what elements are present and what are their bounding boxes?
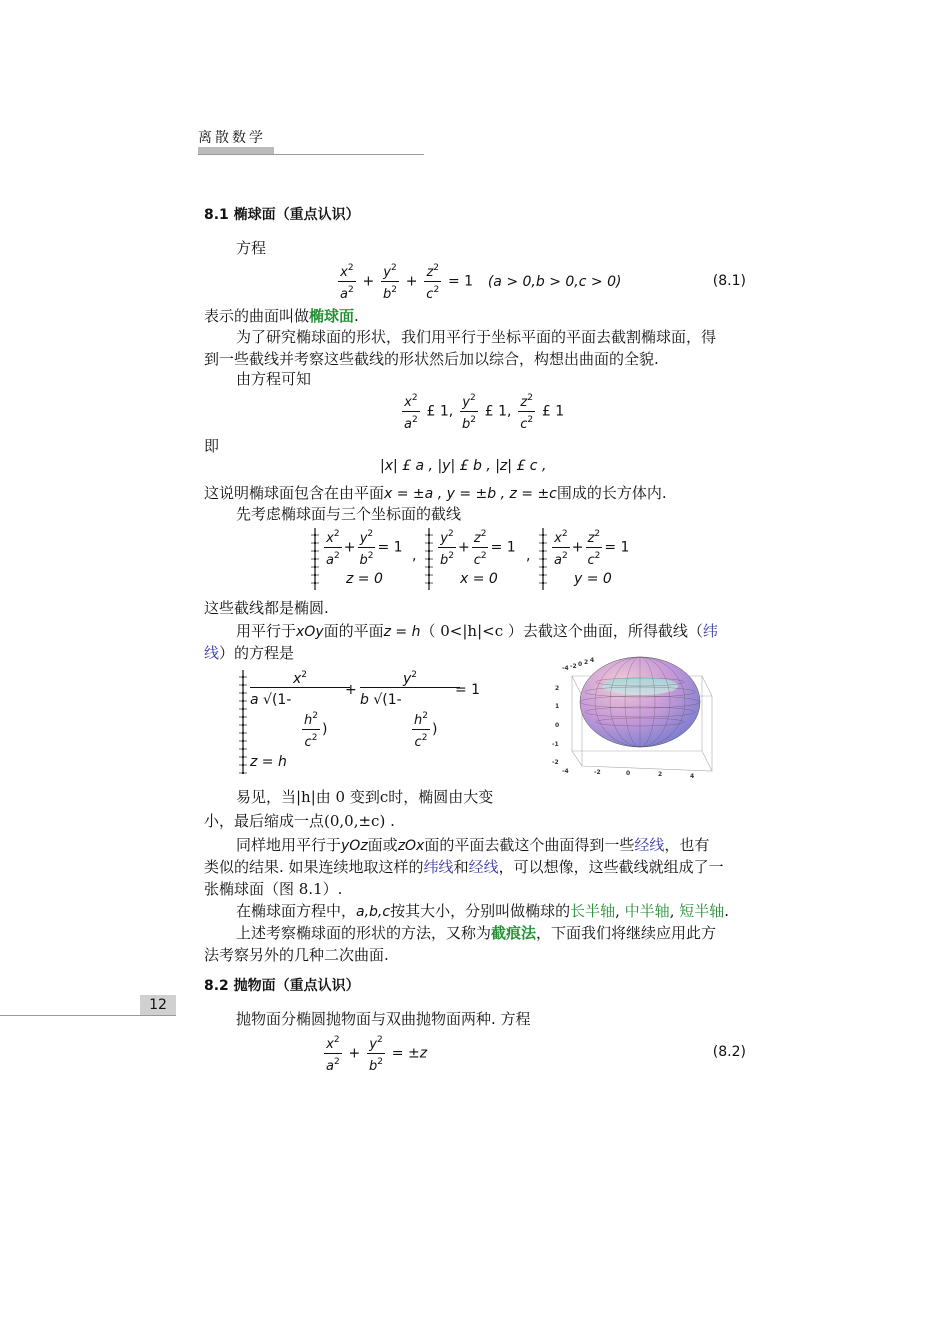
tick-label: 0	[626, 770, 631, 777]
text: ，可以想像，这些截线就组成了一	[498, 858, 724, 876]
paragraph-line: 法考察另外的几种二次曲面.	[204, 946, 389, 964]
tick-label: -2	[570, 663, 577, 670]
eq81-conditions: (a > 0,b > 0,c > 0)	[487, 273, 622, 290]
paragraph-line: 张椭球面（图 8.1）.	[204, 880, 343, 898]
paragraph: 方程	[236, 239, 267, 257]
eq82-rhs: = ±z	[391, 1045, 428, 1062]
text: 和	[453, 858, 469, 876]
paragraph-line: 由方程可知	[236, 370, 312, 388]
page-number: 12	[140, 995, 176, 1015]
system-3: $\frac{x^2}{a^2}$ + $\frac{z^2}{c^2}$ = 1 y = 0	[550, 526, 629, 587]
ellipsoid-plot	[552, 656, 724, 780]
paragraph-line	[236, 834, 709, 857]
text: （ 0<|h|<c ）去截这个曲面，所得截线（	[420, 622, 703, 640]
ellipsoid-figure	[552, 656, 724, 780]
text: 围成的长方体内.	[556, 484, 667, 502]
paragraph: 先考虑椭球面与三个坐标面的截线	[236, 505, 462, 523]
tick-label: 0	[555, 722, 560, 729]
text: ，也有	[664, 836, 710, 854]
brace	[428, 528, 434, 590]
text: .	[354, 307, 359, 325]
term-weixian: 纬	[702, 622, 718, 640]
tick-label: 0	[578, 661, 583, 668]
tick-label: 2	[658, 771, 663, 778]
text: 面的平面	[323, 622, 384, 640]
brace	[242, 670, 248, 774]
text: 面或	[367, 836, 398, 854]
text: ）的方程是	[219, 644, 295, 662]
fraction-x: $x^2$ a √(1-	[250, 670, 350, 708]
tick-label: -2	[552, 759, 559, 766]
math-abc: a,b,c	[356, 904, 391, 920]
term-trace-method: 截痕法	[491, 924, 537, 942]
text: 表示的曲面叫做	[204, 307, 310, 325]
tick-label: -4	[562, 768, 569, 775]
paragraph-line	[204, 642, 294, 664]
math-xoy: xOy	[296, 624, 324, 640]
system-2: $\frac{y^2}{b^2}$ + $\frac{z^2}{c^2}$ = 1 x = 0	[436, 526, 516, 587]
text: 同样地用平行于	[236, 836, 342, 854]
math-yoz: yOz	[341, 838, 368, 854]
equation-number: (8.2)	[712, 1044, 746, 1060]
tick-label: 4	[690, 773, 695, 780]
latitude-curve-equation: $x^2$ a √(1- + $y^2$ b √(1- = 1 $\frac{h^2}{c^2}$ ) $\frac{h^2}{c^2}$ ) z = h	[240, 668, 500, 778]
page-number-rule	[0, 1015, 176, 1016]
paragraph-line: 易见，当|h|由 0 变到c时，椭圆由大变	[236, 788, 494, 806]
h-fraction: $\frac{h^2}{c^2}$ )	[410, 708, 437, 751]
section-heading-8-2: 8.2 抛物面（重点认识）	[204, 978, 360, 994]
header-rule	[198, 154, 424, 155]
term-jingxian: 经线	[468, 858, 499, 876]
term-weixian: 纬线	[423, 858, 454, 876]
coordinate-plane-sections: $\frac{x^2}{a^2}$ + $\frac{y^2}{b^2}$ = 1 z = 0 , $\frac{y^2}{b^2}$ + $\frac{z^2}{c^2}$ = 1 x = 0 , $\frac{x^2}{a^2}$ + $\frac{z^2}{c^2}$ = 1 y = 0	[312, 526, 732, 592]
brace	[314, 528, 320, 590]
tick-label: -2	[594, 769, 601, 776]
paragraph-line: 在椭球面方程中，a,b,c按其大小，分别叫做椭球的长半轴, 中半轴, 短半轴.	[236, 902, 730, 920]
paragraph-line: 为了研究椭球面的形状，我们用平行于坐标平面的平面去截割椭球面，得	[236, 328, 717, 346]
h-fraction: $\frac{h^2}{c^2}$ )	[300, 708, 327, 751]
paragraph	[204, 482, 667, 505]
tick-label: -1	[552, 741, 559, 748]
text: 按其大小，分别叫做椭球的	[390, 902, 571, 920]
term-jingxian: 经线	[634, 836, 665, 854]
equation-8-1: $\frac{x^2}{a^2}$ + $\frac{y^2}{b^2}$ + $\frac{z^2}{c^2}$ = 1 (a > 0,b > 0,c > 0)	[336, 260, 621, 303]
term-ellipsoid: 椭球面	[309, 307, 355, 325]
text: 上述考察椭球面的形状的方法，又称为	[236, 924, 492, 942]
header-title: 离散数学	[198, 130, 266, 146]
fraction-y: $y^2$ b √(1-	[360, 670, 460, 708]
paragraph-line: 小，最后缩成一点(0,0,±c) .	[204, 812, 395, 830]
tick-label: 2	[584, 659, 589, 666]
section-heading-8-1: 8.1 椭球面（重点认识）	[204, 207, 360, 223]
text: 面的平面去截这个曲面得到一些	[424, 836, 635, 854]
text: 这说明椭球面包含在由平面	[204, 484, 385, 502]
paragraph-line	[236, 620, 718, 643]
system-1: $\frac{x^2}{a^2}$ + $\frac{y^2}{b^2}$ = 1 z = 0	[322, 526, 403, 587]
abs-inequalities: |x| £ a , |y| £ b , |z| £ c ,	[380, 458, 547, 474]
text: 在椭球面方程中，	[236, 902, 357, 920]
equation-8-2: $\frac{x^2}{a^2}$ + $\frac{y^2}{b^2}$ = ±z	[322, 1032, 427, 1075]
term-mid-axis: 中半轴	[624, 902, 670, 920]
paragraph: 这些截线都是椭圆.	[204, 599, 329, 617]
text-ji: 即	[204, 437, 220, 455]
paragraph: 抛物面分椭圆抛物面与双曲抛物面两种. 方程	[236, 1010, 531, 1028]
brace	[542, 528, 548, 590]
tick-label: 1	[555, 703, 560, 710]
paragraph-line	[204, 856, 724, 878]
tick-label: -4	[562, 665, 569, 672]
text: ，下面我们将继续应用此方	[536, 924, 717, 942]
equation-number: (8.1)	[712, 273, 746, 289]
math-zox: zOx	[397, 838, 425, 854]
plane-equations: x = ±a , y = ±b , z = ±c	[384, 486, 557, 502]
math-zh: z = h	[383, 624, 421, 640]
term-long-axis: 长半轴	[570, 902, 616, 920]
paragraph-line	[236, 922, 716, 944]
paragraph-line: 到一些截线并考察这些截线的形状然后加以综合，构想出曲面的全貌.	[204, 350, 659, 368]
header-bar	[198, 147, 274, 154]
term-short-axis: 短半轴	[679, 902, 725, 920]
tick-label: 4	[590, 657, 595, 664]
term-weixian: 线	[204, 644, 220, 662]
tick-label: 2	[555, 685, 560, 692]
text: 用平行于	[236, 622, 297, 640]
paragraph	[204, 305, 359, 327]
text: 类似的结果. 如果连续地取这样的	[204, 858, 424, 876]
inequality-equation: $\frac{x^2}{a^2}$ £ 1, $\frac{y^2}{b^2}$ £ 1, $\frac{z^2}{c^2}$ £ 1	[400, 390, 564, 433]
